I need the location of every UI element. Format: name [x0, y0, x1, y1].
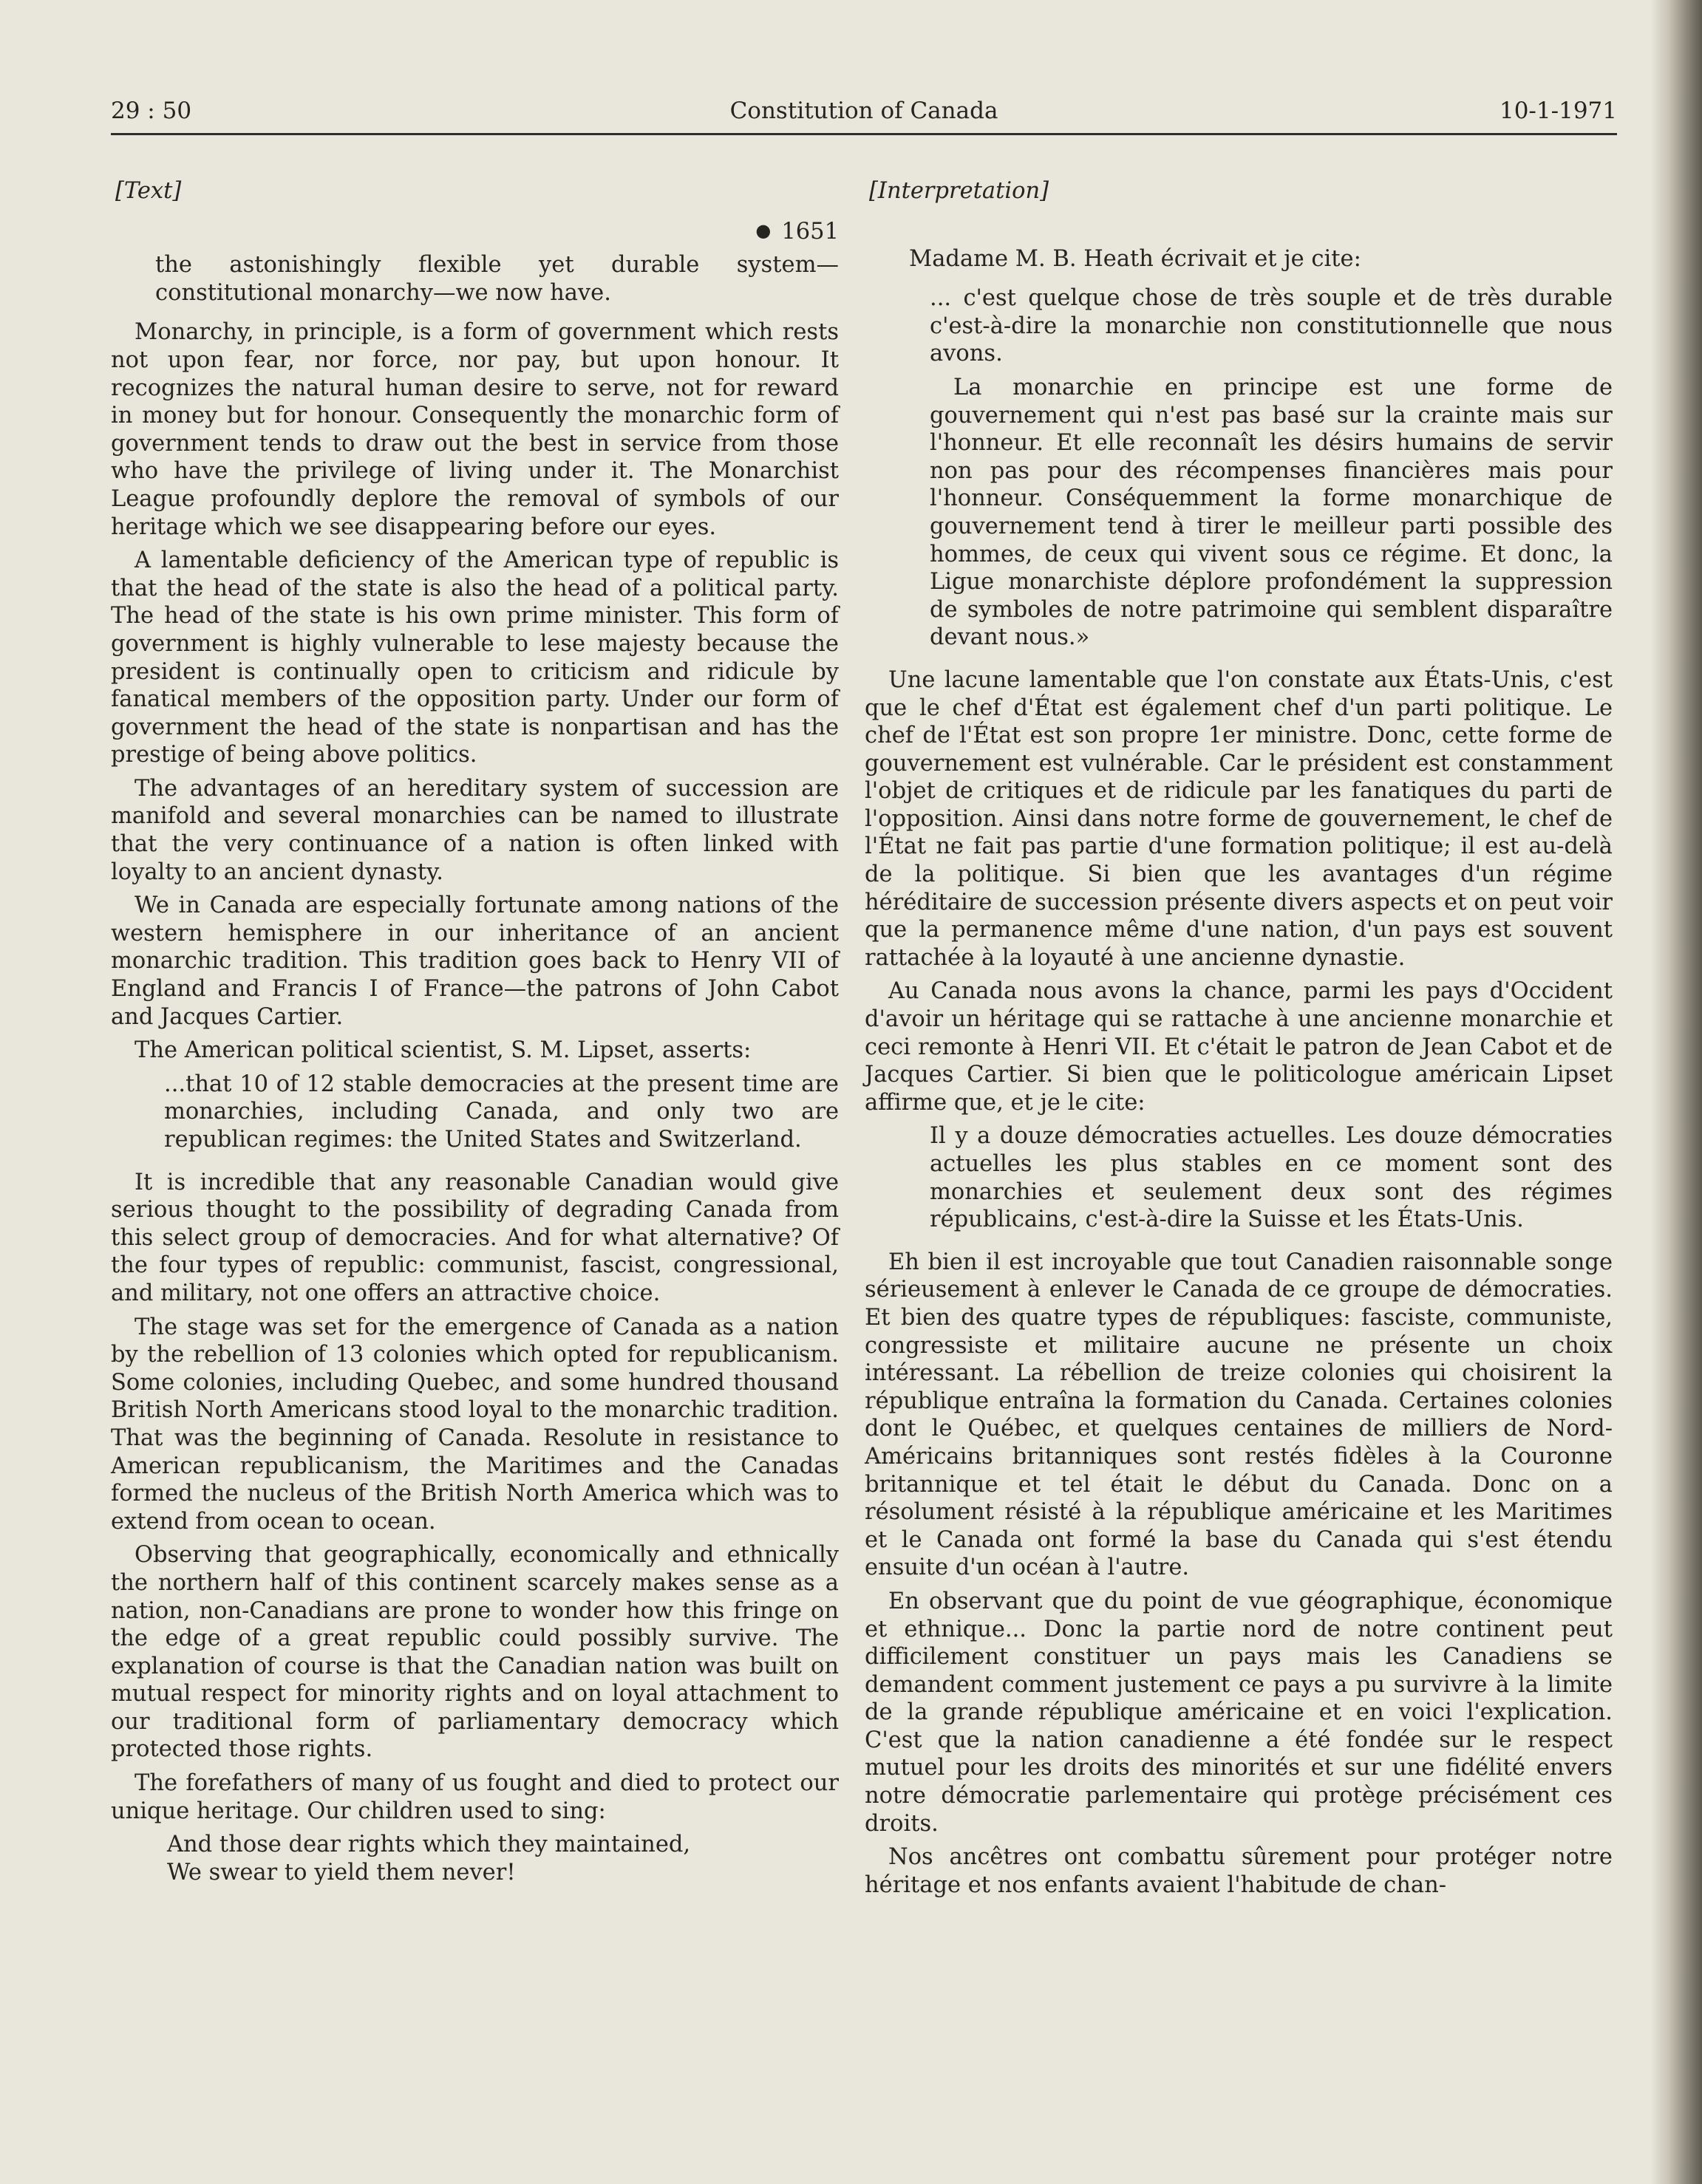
paragraph: Madame M. B. Heath écrivait et je cite: — [909, 245, 1361, 272]
column-label-interpretation: [Interpretation] — [869, 178, 1049, 204]
page-edge-shadow — [1650, 0, 1702, 2184]
paragraph: The advantages of an hereditary system of succession are manifold and several monarchies can be named to illustrate that the very continuance of a nation is often linked with loyalty to an ancient dynasty. — [111, 775, 839, 885]
paragraph: Une lacune lamentable que l'on constate aux États-Unis, c'est que le chef d'État est également chef d'un parti politique. Le chef de l'État est son propre 1er ministre. Donc, cette forme de gouvernement est vulnérable. Car le président est constamment l'objet de critiques et de ridicule par les fanatiques du parti de l'opposition. Ainsi dans notre forme de gouvernement, le chef de l'État ne fait pas partie d'une formation politique; il est au-delà de la politique. Si bien que les avantages d'un régime héréditaire de succession présente divers aspects et on peut voir que la permanence même d'une nation, d'un pays est souvent rattachée à la loyauté à une ancienne dynastie. — [865, 666, 1613, 971]
paragraph: En observant que du point de vue géographique, économique et ethnique... Donc la partie nord de notre continent peut difficilement constituer un pays mais les Canadiens se demandent comment justement ce pays a pu survivre à la limite de la grande république américaine et en voici l'explication. C'est que la nation canadienne a été fondée sur le respect mutuel pour les droits des minorités et sur une fidélité envers notre démocratie parlementaire qui protège précisément ces droits. — [865, 1588, 1613, 1837]
page-number: 29 : 50 — [111, 98, 192, 124]
paragraph: It is incredible that any reasonable Canadian would give serious thought to the possibility of degrading Canada from this select group of democracies. And for what alternative? Of the four types of republic: communist, fascist, congressional, and military, not one offers an attractive choice. — [111, 1169, 839, 1306]
paragraph: the astonishingly flexible yet durable system—constitutional monarchy—we now have. — [155, 252, 839, 306]
song-verse — [111, 1831, 839, 1886]
paragraph: A lamentable deficiency of the American type of republic is that the head of the state is also the head of a political party. The head of the state is his own prime minister. This form of government is highly vulnerable to lese majesty because the president is continually open to criticism and ridicule by fanatical members of the opposition party. Under our form of government the head of the state is nonpartisan and has the prestige of being above politics. — [111, 547, 839, 768]
paragraph: The forefathers of many of us fought and died to protect our unique heritage. Our children used to sing: — [111, 1770, 839, 1824]
running-header — [111, 95, 1617, 135]
time-marker — [111, 217, 839, 246]
header-title: Constitution of Canada — [729, 98, 998, 124]
block-quote — [865, 284, 1613, 652]
quote-lead: ... c'est quelque chose de très souple et de très durable c'est-à-dire la monarchie non constitutionnelle que nous avons. — [930, 285, 1613, 367]
paragraph: Monarchy, in principle, is a form of government which rests not upon fear, nor force, nor pay, but upon honour. It recognizes the natural human desire to serve, not for reward in money but for honour. Consequently the monarchic form of government tends to draw out the best in service from those who have the privilege of living under it. The Monarchist League profoundly deplore the removal of symbols of our heritage which we see disappearing before our eyes. — [111, 319, 839, 540]
english-column — [111, 177, 839, 1886]
paragraph: The American political scientist, S. M. Lipset, asserts: — [135, 1037, 752, 1064]
paragraph: The stage was set for the emergence of Canada as a nation by the rebellion of 13 colonies which opted for republicanism. Some colonies, including Quebec, and some hundred thousand British North Americans stood loyal to the monarchic tradition. That was the beginning of Canada. Resolute in resistance to American republicanism, the Maritimes and the Canadas formed the nucleus of the British North America which was to extend from ocean to ocean. — [111, 1314, 839, 1535]
block-quote: Il y a douze démocraties actuelles. Les douze démocraties actuelles les plus stables en ce moment sont des monarchies et seulement deux sont des régimes républicains, c'est-à-dire la Suisse et les États-Unis. — [930, 1123, 1613, 1233]
verse-line: We swear to yield them never! — [167, 1859, 516, 1886]
time-marker-value: 1651 — [781, 218, 839, 245]
french-column — [865, 177, 1613, 1905]
block-quote: ...that 10 of 12 stable democracies at the present time are monarchies, including Canada, and only two are republican regimes: the United States and Switzerland. — [164, 1071, 839, 1153]
paragraph: La monarchie en principe est une forme de gouvernement qui n'est pas basé sur la crainte mais sur l'honneur. Et elle reconnaît les désirs humains de servir non pas pour des récompenses financières mais pour l'honneur. Conséquemment la forme monarchique de gouvernement tend à tirer le meilleur parti possible des hommes, de ceux qui vivent sous ce régime. Et donc, la Ligue monarchiste déplore profondément la suppression de symboles de notre patrimoine qui semblent disparaître devant nous.» — [930, 374, 1613, 651]
header-date: 10-1-1971 — [1499, 98, 1617, 124]
paragraph: Nos ancêtres ont combattu sûrement pour protéger notre héritage et nos enfants avaient l'habitude de chan- — [865, 1844, 1613, 1898]
bullet-dot-icon: ● — [755, 219, 772, 241]
paragraph: Observing that geographically, economically and ethnically the northern half of this continent scarcely makes sense as a nation, non-Canadians are prone to wonder how this fringe on the edge of a great republic could possibly survive. The explanation of course is that the Canadian nation was built on mutual respect for minority rights and on loyal attachment to our traditional form of parliamentary democracy which protected those rights. — [111, 1542, 839, 1763]
paragraph: Eh bien il est incroyable que tout Canadien raisonnable songe sérieusement à enlever le Canada de ce groupe de démocraties. Et bien des quatre types de républiques: fasciste, communiste, congressiste et militaire aucune ne présente un choix intéressant. La rébellion de treize colonies qui choisirent la république entraîna la formation du Canada. Certaines colonies dont le Québec, et quelques centaines de milliers de Nord-Américains britanniques sont restés fidèles à la Couronne britannique et tel était le début du Canada. Donc on a résolument résisté à la république américaine et les Maritimes et le Canada ont formé la base du Canada qui s'est étendu ensuite d'un océan à l'autre. — [865, 1249, 1613, 1581]
paragraph: Au Canada nous avons la chance, parmi les pays d'Occident d'avoir un héritage qui se rattache à une ancienne monarchie et ceci remonte à Henri VII. Et c'était le patron de Jean Cabot et de Jacques Cartier. Si bien que le politicologue américain Lipset affirme que, et je le cite: — [865, 978, 1613, 1116]
column-label-text: [Text] — [115, 178, 182, 204]
paragraph: We in Canada are especially fortunate among nations of the western hemisphere in our inheritance of an ancient monarchic tradition. This tradition goes back to Henry VII of England and Francis I of France—the patrons of John Cabot and Jacques Cartier. — [111, 893, 839, 1030]
verse-line: And those dear rights which they maintained, — [167, 1832, 691, 1858]
spacer — [865, 217, 1613, 245]
